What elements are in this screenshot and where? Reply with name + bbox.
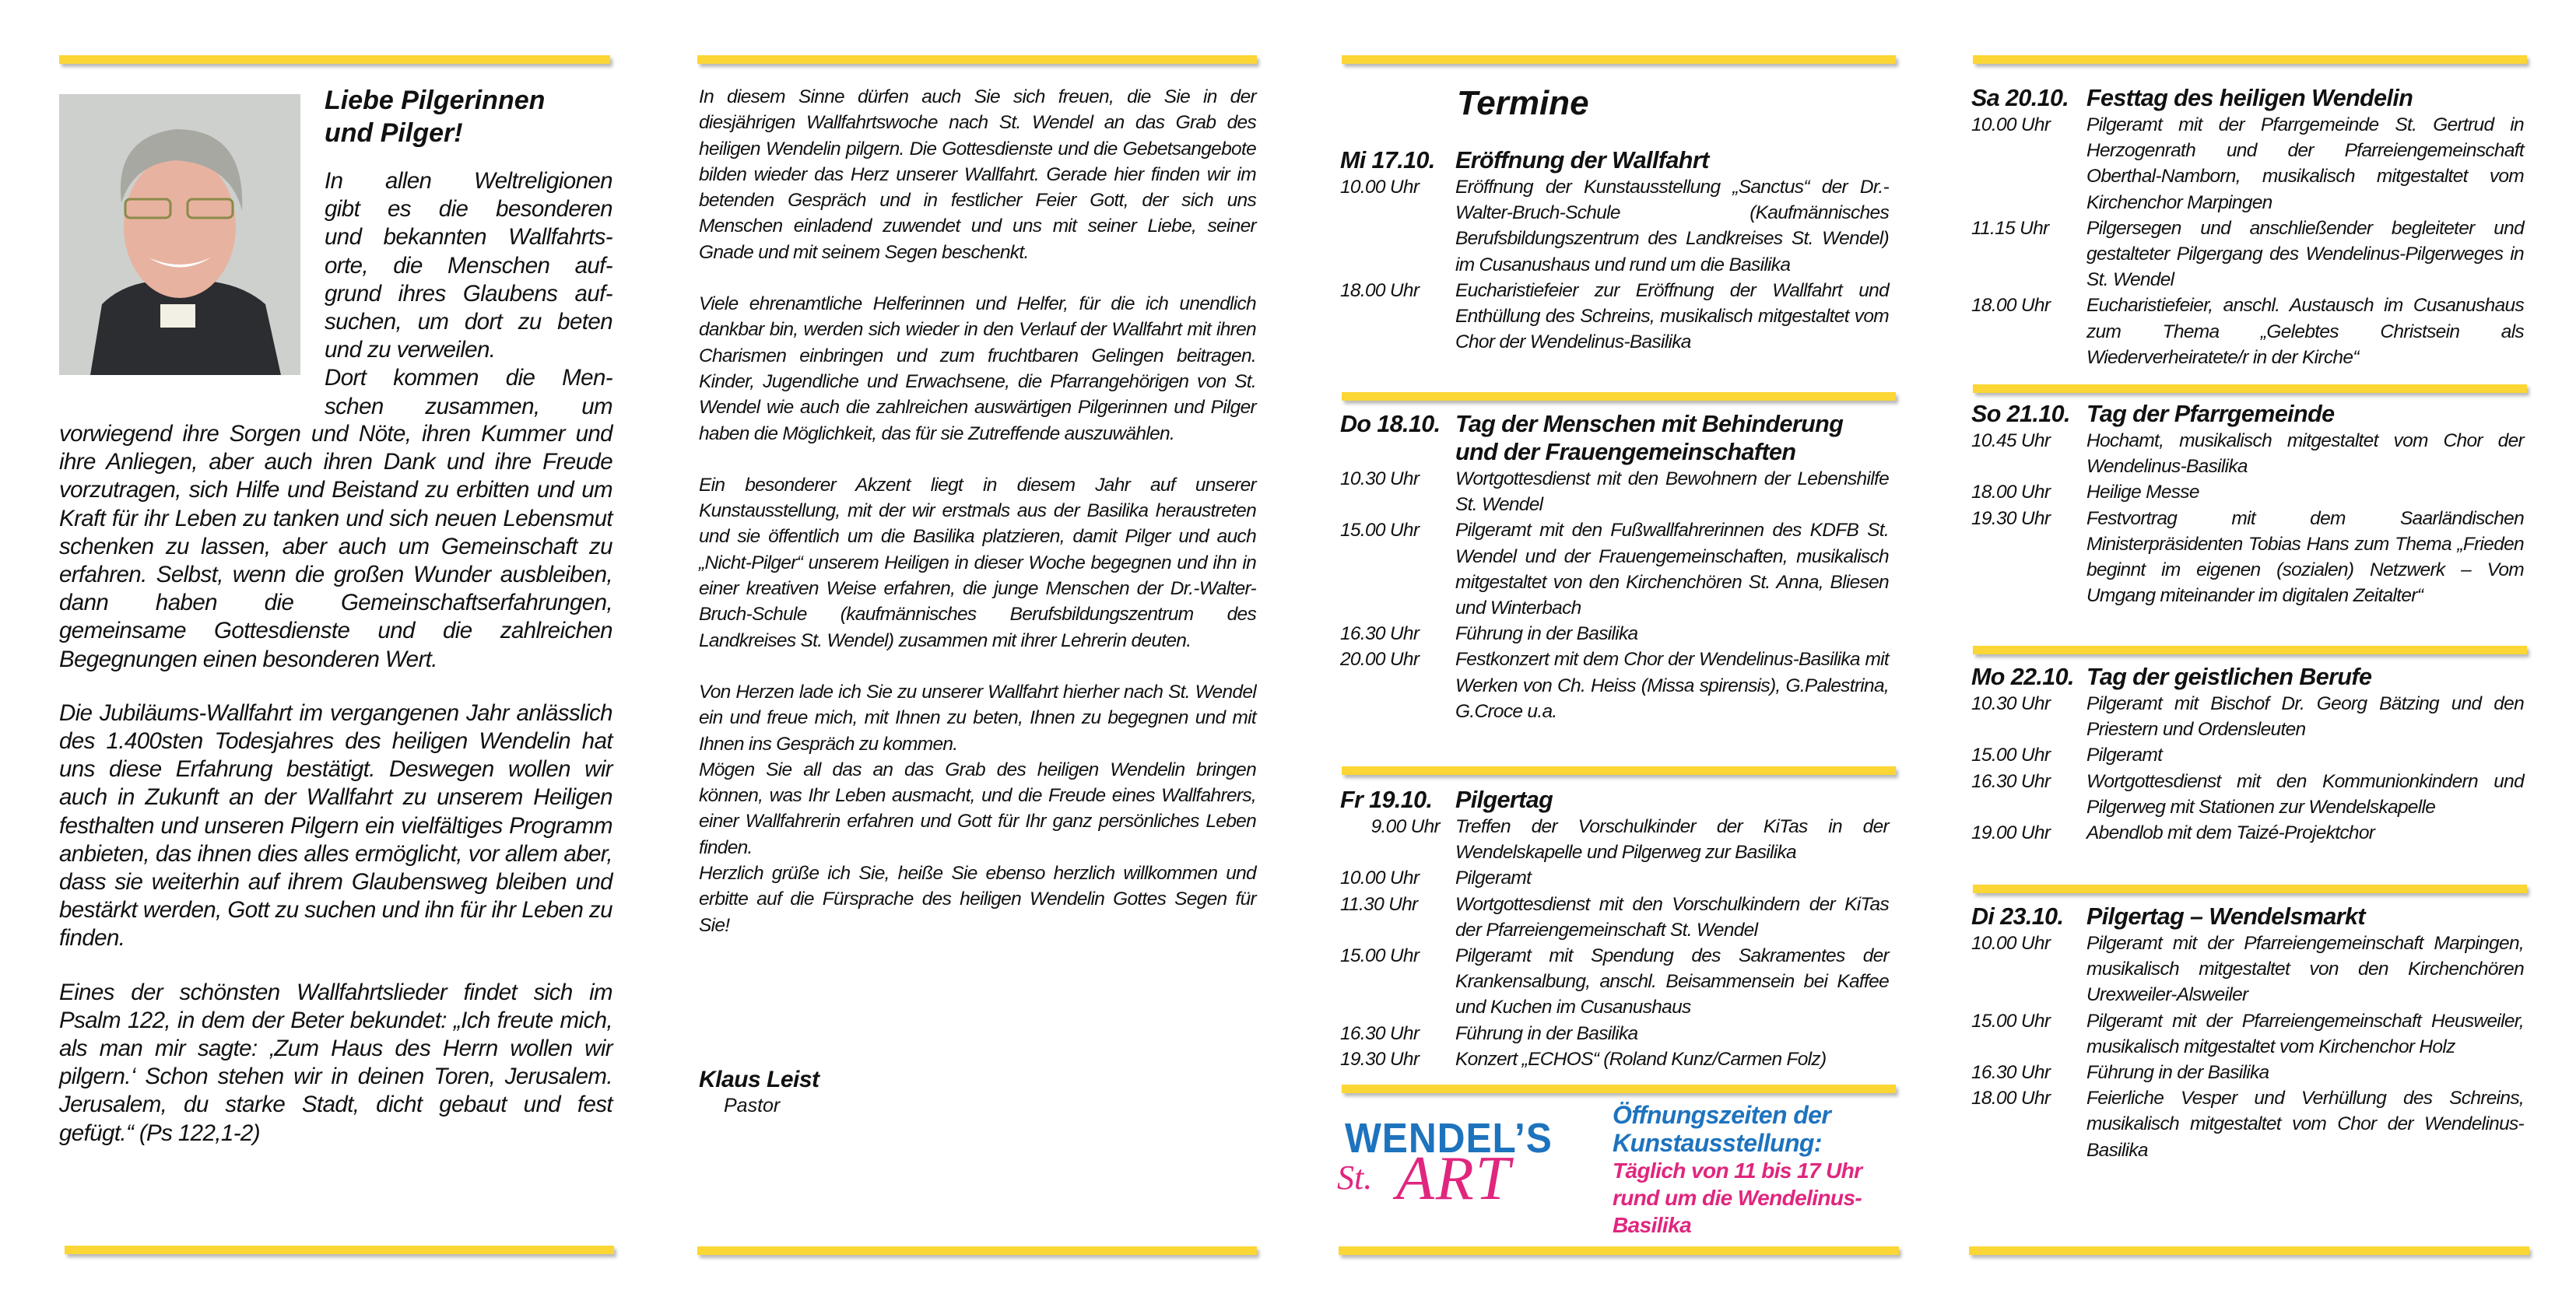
intro-line: grund ihres Glaubens auf- [325,280,612,307]
divider-bar [1969,1246,2529,1255]
intro-line: und zu verweilen. [325,337,496,363]
signature-title: Pastor [724,1095,781,1116]
event-row [1340,647,1889,724]
event-desc: Eucharistiefeier, anschl. Austausch im Cusanushaus zum Thema „Gelebtes Christsein als Wiederverheiratete/r in der Kirche“ [2086,295,2524,368]
divider-bar [1342,766,1896,775]
divider-bar [65,1246,614,1254]
event-time: 19.00 Uhr [1971,822,2051,844]
event-desc: Abendlob mit dem Taizé-Projektchor [2086,822,2375,844]
event-row [1971,428,2524,479]
schedule-day [1971,663,2524,846]
event-time: 10.00 Uhr [1340,868,1420,889]
event-row [1971,1060,2524,1085]
day-title: Tag der Pfarrgemeinde [2086,401,2335,427]
schedule-title-text: Termine [1457,84,1589,122]
event-desc: Festvortrag mit dem Saarländischen Ministerpräsidenten Tobias Hans zum Thema „Frieden beginnt im eigenen (sozialen) Netzwerk – Vom Umgang miteinander im digitalen Zeitalter“ [2086,507,2524,607]
event-row [1340,278,1889,356]
event-time: 15.00 Uhr [1971,745,2051,766]
event-time: 11.30 Uhr [1340,893,1418,915]
day-date: Mo 22.10. [1971,664,2074,690]
paragraph: Ein besonderer Akzent liegt in diesem Jahr auf unserer Kunstausstellung, mit der wir erstmals aus der Basilika heraustreten und sie öffentlich um die Basilika platzieren, damit Pilger und auch „Nicht-Pilger“ unserem Heiligen in dieser Woche begegnen und ihn in einer kreativen Weise erfahren, die junge Menschen der Dr.-Walter-Bruch-Schule (kaufmännisches Berufsbildungszentrum des Landkreises St. Wendel) zusammen mit ihrer Lehrerin deuten. [699,474,1256,651]
signature-name: Klaus Leist [699,1067,819,1092]
event-row [1971,1008,2524,1060]
event-desc: Pilgeramt [2086,745,2163,766]
event-row [1340,814,1889,865]
event-row [1340,1021,1889,1046]
event-time: 16.30 Uhr [1971,770,2051,792]
event-time: 15.00 Uhr [1340,520,1420,542]
event-desc: Pilgeramt mit Spendung des Sakramentes der Krankensalbung, anschl. Beisammensein bei Kaffee und Kuchen im Cusanushaus [1455,945,1889,1018]
event-row [1971,691,2524,742]
intro-line: gibt es die besonderen [325,196,612,223]
event-desc: Pilgeramt mit der Pfarreiengemeinschaft Heusweiler, musikalisch mitgestaltet vom Kirchenchor Holz [2086,1010,2524,1057]
day-title: Festtag des heiligen Wendelin [2086,85,2413,111]
event-desc: Pilgersegen und anschließender begleiteter und gestalteter Pilgergang des Wendelinus-Pilgerweges in St. Wendel [2086,217,2524,291]
event-desc: Wortgottesdienst mit den Kommunionkindern und Pilgerweg mit Stationen zur Wendelskapelle [2086,770,2524,818]
event-desc: Führung in der Basilika [1455,1022,1638,1044]
intro-line: und bekannten Wallfahrts- [325,224,612,251]
event-desc: Wortgottesdienst mit den Vorschulkindern der KiTas der Pfarreiengemeinschaft St. Wendel [1455,893,1889,941]
event-time: 16.30 Uhr [1340,623,1420,645]
event-time: 10.00 Uhr [1971,114,2051,135]
divider-bar [1973,885,2527,893]
intro-line: Dort kommen die Men- [325,365,612,391]
day-date: Sa 20.10. [1971,85,2069,111]
event-row [1971,820,2524,846]
event-time: 18.00 Uhr [1971,1088,2051,1109]
paragraph: In diesem Sinne dürfen auch Sie sich freuen, die Sie in der diesjährigen Wallfahrtswoche nach St. Wendel an das Grab des heiligen Wendelin pilgern. Die Gottesdienste und die Gebetsangebote bilden wieder das Herz unserer Wallfahrt. Gerade hier finden wir im betenden Gespräch und in festlicher Feier Gott, der sich uns Menschen einladend zuwendet und uns mit seiner Liebe, seiner Gnade und mit seinem Segen beschenkt. [699,86,1256,263]
opening-hours-heading: Öffnungszeiten der [1613,1101,1831,1129]
event-row [1340,466,1889,517]
event-time: 9.00 Uhr [1370,816,1440,837]
divider-bar [697,1246,1257,1255]
event-desc: Führung in der Basilika [1455,623,1638,645]
divider-bar [59,55,610,64]
event-desc: Pilgeramt mit den Fußwallfahrerinnen des KDFB St. Wendel und der Frauengemeinschaften, musikalisch mitgestaltet von den Kirchenchören St. Anna, Bliesen und Winterbach [1455,520,1889,619]
event-time: 19.30 Uhr [1340,1048,1420,1070]
event-row [1971,216,2524,293]
paragraph: Herzlich grüße ich Sie, heiße Sie ebenso herzlich willkommen und erbitte auf die Fürsprache des heiligen Wendelin Gottes Segen für Sie! [699,863,1256,936]
day-title: Tag der geistlichen Berufe [2086,664,2372,690]
day-date: Do 18.10. [1340,411,1441,437]
event-row [1971,742,2524,768]
divider-bar [1973,55,2527,64]
schedule-day [1340,410,1889,724]
paragraph: Die Jubiläums-Wallfahrt im vergangenen Jahr anlässlich des 1.400sten Todesjahres des heiligen Wendelin hat uns diese Erfahrung bestätigt. Deswegen wollen wir auch in Zukunft an der Wallfahrt zu unserem Heiligen festhalten und unseren Pilgern ein vielfältiges Programm anbieten, das ihnen dies alles ermöglicht, vor allem aber, dass sie weiterhin auf ihrem Glaubensweg bleiben und bestärkt werden, Gott zu suchen und ihn für ihr Leben zu finden. [59,699,612,952]
event-row [1340,943,1889,1021]
opening-hours-heading: Kunstausstellung: [1613,1129,1822,1157]
event-row [1971,293,2524,370]
divider-bar [1973,646,2527,654]
divider-bar [697,55,1257,64]
event-time: 16.30 Uhr [1971,1062,2051,1084]
paragraph: Eines der schönsten Wallfahrtslieder findet sich im Psalm 122, in dem der Beter bekundet: „Ich freute mich, als man mir sagte: ‚Zum Haus des Herrn wollen wir pilgern.‘ Schon stehen wir in deinen Toren, Jerusalem. Jerusalem, du starke Stadt, dicht gebaut und fest gefügt.“ (Ps 122,1-2) [59,979,612,1146]
event-desc: Heilige Messe [2086,482,2199,503]
event-time: 10.00 Uhr [1971,933,2051,954]
intro-line: schen zusammen, um [325,393,612,419]
schedule-title [1457,82,1589,125]
event-row [1340,621,1889,647]
greeting-heading-line: Liebe Pilgerinnen [325,86,546,115]
divider-bar [1342,55,1896,64]
greeting-heading [325,84,545,149]
schedule-day [1971,84,2524,370]
event-desc: Wortgottesdienst mit den Bewohnern der Lebenshilfe St. Wendel [1455,468,1889,516]
day-date: Fr 19.10. [1340,787,1433,813]
divider-bar [1342,392,1896,401]
divider-bar [1339,1246,1899,1255]
logo-wendels: WENDEL’S [1345,1115,1553,1162]
opening-hours-text: rund um die Wendelinus- [1613,1186,1862,1210]
day-title: Tag der Menschen mit Behinderung und der Frauengemeinschaften [1455,411,1844,465]
event-row [1340,174,1889,278]
paragraph: Von Herzen lade ich Sie zu unserer Wallfahrt hierher nach St. Wendel ein und freue mich, mit Ihnen zu beten, Ihnen zu begegnen und mit Ihnen ins Gespräch zu kommen. [699,681,1256,755]
intro-line: orte, die Menschen auf- [325,252,612,279]
day-date: Mi 17.10. [1340,147,1435,174]
event-desc: Führung in der Basilika [2086,1062,2269,1084]
event-time: 20.00 Uhr [1340,649,1420,671]
event-time: 15.00 Uhr [1340,945,1420,967]
logo-st: St. [1337,1159,1373,1197]
event-row [1971,769,2524,820]
intro-lines [325,167,612,421]
event-desc: Pilgeramt [1455,868,1532,889]
event-time: 18.00 Uhr [1971,482,2051,503]
event-desc: Hochamt, musikalisch mitgestaltet vom Chor der Wendelinus-Basilika [2086,430,2524,478]
schedule-day [1971,400,2524,608]
event-desc: Konzert „ECHOS“ (Roland Kunz/Carmen Folz) [1455,1048,1827,1070]
event-desc: Eucharistiefeier zur Eröffnung der Wallfahrt und Enthüllung des Schreins, musikalisch mitgestaltet vom Chor der Wendelinus-Basilika [1455,279,1889,353]
event-row [1971,931,2524,1008]
event-desc: Pilgeramt mit der Pfarreiengemeinschaft Marpingen, musikalisch mitgestaltet von den Kirchenchören Urexweiler-Alsweiler [2086,933,2524,1006]
event-desc: Eröffnung der Kunstausstellung „Sanctus“ der Dr.-Walter-Bruch-Schule (Kaufmännisches Berufsbildungszentrum des Landkreises St. Wendel) im Cusanushaus und rund um die Basilika [1455,177,1889,275]
opening-hours [1613,1101,1908,1239]
day-date: So 21.10. [1971,401,2070,427]
paragraph: Mögen Sie all das an das Grab des heiligen Wendelin bringen können, was Ihr Leben ausmacht, und die Freude eines Wallfahrers, einer Wallfahrerin erfahren und Gott für Ihr ganz persönliches Leben finden. [699,759,1256,858]
schedule-day [1340,786,1889,1072]
divider-bar [1973,384,2527,393]
event-row [1971,1085,2524,1163]
paragraph: Viele ehrenamtliche Helferinnen und Helfer, für die ich unendlich dankbar bin, werden sich wieder in den Verlauf der Wallfahrt mit ihren Charismen einbringen und zum fruchtbaren Gelingen beitragen. Kinder, Jugendliche und Erwachsene, die Pfarrangehörigen von St. Wendel wie auch die zahlreichen auswärtigen Pilgerinnen und Pilger haben die Möglichkeit, das für sie Zutreffende auszuwählen. [699,293,1256,444]
event-time: 18.00 Uhr [1971,295,2051,317]
event-time: 11.15 Uhr [1971,217,2049,239]
portrait-illustration [59,94,300,375]
event-desc: Feierliche Vesper und Verhüllung des Schreins, musikalisch mitgestaltet vom Chor der Wendelinus-Basilika [2086,1088,2524,1161]
event-time: 18.00 Uhr [1340,279,1420,301]
day-title: Pilgertag [1455,787,1553,813]
event-row [1971,112,2524,216]
schedule-day [1971,903,2524,1163]
event-time: 16.30 Uhr [1340,1022,1420,1044]
event-desc: Pilgeramt mit Bischof Dr. Georg Bätzing und den Priestern und Ordensleuten [2086,693,2524,741]
opening-hours-text: Täglich von 11 bis 17 Uhr [1613,1159,1862,1183]
event-time: 19.30 Uhr [1971,507,2051,529]
event-row [1340,865,1889,891]
intro-line: In allen Weltreligionen [325,168,612,194]
event-time: 10.30 Uhr [1971,693,2051,714]
event-row [1340,892,1889,943]
event-time: 10.45 Uhr [1971,430,2051,451]
event-row [1340,1046,1889,1072]
intro-line: suchen, um dort zu beten [325,309,612,335]
letter-column-1 [59,420,612,1148]
pastor-photo [59,94,300,375]
day-title: Eröffnung der Wallfahrt [1455,147,1709,174]
divider-bar [1342,1085,1896,1093]
logo-art: ART [1396,1144,1512,1213]
event-time: 15.00 Uhr [1971,1010,2051,1032]
day-date: Di 23.10. [1971,903,2064,930]
event-time: 10.30 Uhr [1340,468,1420,489]
event-row [1971,506,2524,609]
letter-column-2 [699,84,1256,938]
event-desc: Pilgeramt mit der Pfarrgemeinde St. Gertrud in Herzogenrath und der Pfarreiengemeinschaft Oberthal-Namborn, musikalisch mitgestaltet vom Kirchenchor Marpingen [2086,114,2524,213]
event-desc: Treffen der Vorschulkinder der KiTas in der Wendelskapelle und Pilgerweg zur Basilika [1455,816,1889,864]
event-time: 10.00 Uhr [1340,177,1420,198]
day-title: Pilgertag – Wendelsmarkt [2086,903,2365,930]
event-row [1340,517,1889,621]
event-desc: Festkonzert mit dem Chor der Wendelinus-Basilika mit Werken von Ch. Heiss (Missa spirensis), G.Palestrina, G.Croce u.a. [1455,649,1889,722]
greeting-heading-line: und Pilger! [325,118,463,148]
paragraph: vorwiegend ihre Sorgen und Nöte, ihren Kummer und ihre Anliegen, aber auch ihren Dank und ihre Freude vorzutragen, sich Hilfe und Beistand zu erbitten und um Kraft für ihr Leben zu tanken und sich neuen Lebensmut schenken zu lassen, aber auch um Gemeinschaft zu erfahren. Selbst, wenn die großen Wunder ausbleiben, dann haben die Gemeinschaftserfahrungen, gemeinsame Gottesdienste und die zahlreichen Begegnungen einen besonderen Wert. [59,421,612,672]
schedule-day [1340,146,1889,355]
event-row [1971,479,2524,505]
opening-hours-text: Basilika [1613,1213,1692,1237]
signature [699,1066,819,1117]
wendels-st-art-logo [1337,1113,1602,1229]
